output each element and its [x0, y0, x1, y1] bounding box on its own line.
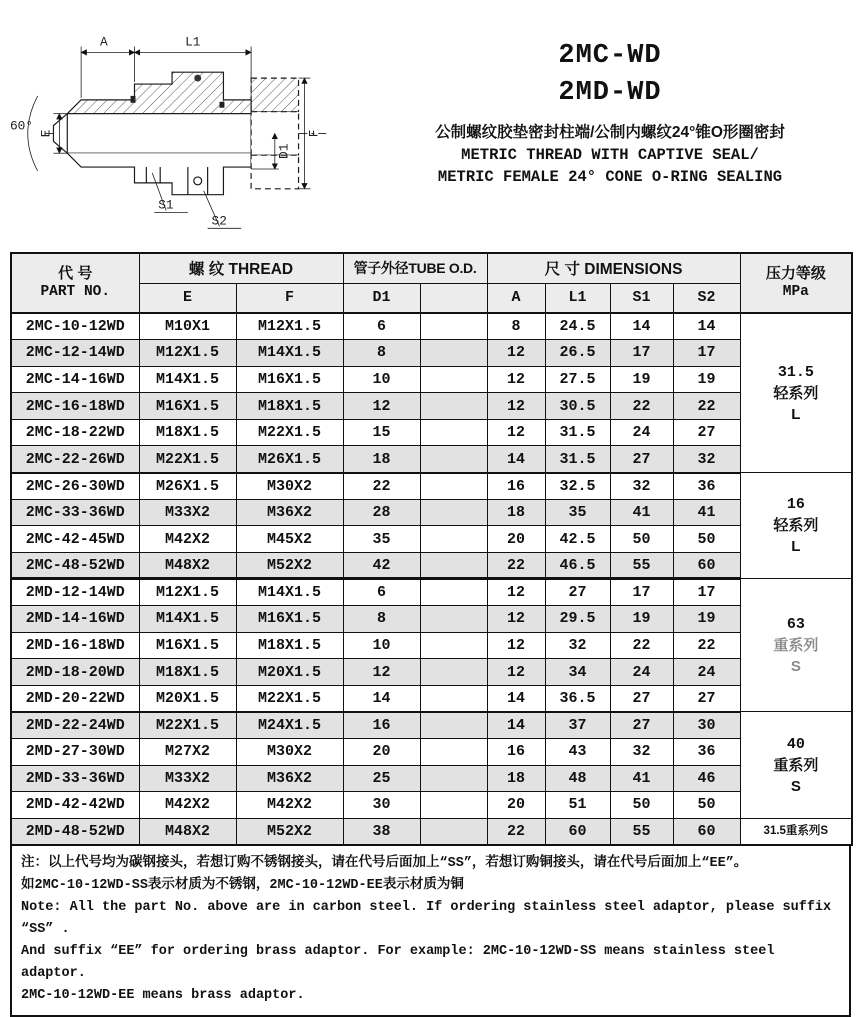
value-cell: 41 [610, 499, 673, 526]
value-cell: 12 [487, 659, 545, 686]
value-cell: M18X1.5 [139, 659, 236, 686]
value-cell: 14 [610, 313, 673, 340]
pressure-group-cell [740, 313, 852, 473]
value-cell: 50 [673, 792, 740, 819]
value-cell: 30.5 [545, 393, 610, 420]
header-part-no [11, 253, 139, 313]
technical-drawing [8, 12, 344, 251]
value-cell: 16 [487, 473, 545, 500]
value-cell: 46 [673, 765, 740, 792]
value-cell: 27 [545, 579, 610, 606]
value-cell: 16 [487, 739, 545, 766]
value-cell: 36.5 [545, 685, 610, 712]
value-cell: 17 [610, 579, 673, 606]
part-no-cell: 2MC-48-52WD [11, 552, 139, 579]
table-row [11, 499, 852, 526]
value-cell: 29.5 [545, 606, 610, 633]
value-cell: 19 [610, 366, 673, 393]
value-cell: M16X1.5 [236, 366, 343, 393]
value-cell [420, 552, 487, 579]
value-cell: M14X1.5 [236, 579, 343, 606]
body-band [53, 114, 251, 154]
value-cell: 12 [487, 632, 545, 659]
lower-section [67, 153, 251, 195]
value-cell: 22 [487, 552, 545, 579]
value-cell: M22X1.5 [236, 685, 343, 712]
value-cell: 10 [343, 366, 420, 393]
seal-dot [194, 75, 201, 82]
table-row [11, 419, 852, 446]
table-row [11, 393, 852, 420]
value-cell: 12 [487, 366, 545, 393]
value-cell [420, 685, 487, 712]
value-cell: 35 [545, 499, 610, 526]
table-row [11, 685, 852, 712]
table-row [11, 632, 852, 659]
value-cell: 41 [610, 765, 673, 792]
value-cell: 32 [673, 446, 740, 473]
value-cell: M45X2 [236, 526, 343, 553]
dim-label-angle: 60° [9, 118, 34, 134]
value-cell: M36X2 [236, 499, 343, 526]
fitting-cross-section [8, 12, 344, 246]
note-line: And suffix “EE” for ordering brass adaptor. For example: 2MC-10-12WD-SS means stainless steel adaptor. [21, 943, 775, 981]
value-cell [420, 340, 487, 367]
value-cell: 60 [673, 818, 740, 845]
part-no-cell: 2MC-33-36WD [11, 499, 139, 526]
table-row [11, 659, 852, 686]
value-cell [420, 499, 487, 526]
value-cell: 12 [487, 393, 545, 420]
dim-label-l1: L1 [185, 34, 201, 50]
value-cell: 32 [610, 739, 673, 766]
value-cell: 8 [343, 606, 420, 633]
dim-label-a: A [100, 34, 108, 50]
value-cell: M48X2 [139, 818, 236, 845]
pressure-group-cell [740, 712, 852, 818]
value-cell: 32 [610, 473, 673, 500]
value-cell: M18X1.5 [139, 419, 236, 446]
table-row [11, 313, 852, 340]
table-row [11, 340, 852, 367]
value-cell: 8 [343, 340, 420, 367]
part-no-cell: 2MD-22-24WD [11, 712, 139, 739]
dim-label-e: E [38, 129, 54, 138]
header-thread: 螺 纹 THREAD [139, 253, 343, 283]
value-cell: 55 [610, 818, 673, 845]
pressure-group-line: 63 [786, 615, 805, 633]
value-cell: 16 [343, 712, 420, 739]
dim-label-f: F [306, 129, 322, 138]
value-cell: 22 [673, 393, 740, 420]
value-cell: 60 [673, 552, 740, 579]
value-cell: 43 [545, 739, 610, 766]
value-cell: 31.5 [545, 446, 610, 473]
value-cell: 22 [610, 632, 673, 659]
value-cell: 36 [673, 739, 740, 766]
value-cell: M30X2 [236, 473, 343, 500]
table-row [11, 606, 852, 633]
value-cell: M12X1.5 [139, 579, 236, 606]
value-cell: 46.5 [545, 552, 610, 579]
part-no-cell: 2MD-16-18WD [11, 632, 139, 659]
dim-label-d1: D1 [276, 143, 292, 159]
value-cell [420, 659, 487, 686]
part-no-cell: 2MC-22-26WD [11, 446, 139, 473]
part-no-cell: 2MD-20-22WD [11, 685, 139, 712]
pressure-group-line: S [790, 777, 801, 795]
pressure-group-cell [740, 579, 852, 712]
value-cell: 22 [673, 632, 740, 659]
part-no-cell: 2MD-42-42WD [11, 792, 139, 819]
value-cell: 27.5 [545, 366, 610, 393]
value-cell: 32.5 [545, 473, 610, 500]
value-cell: 27 [673, 685, 740, 712]
header-part-no-cn: 代 号 [58, 265, 93, 282]
pressure-group-line: 31.5 [777, 363, 814, 381]
value-cell: M42X2 [139, 526, 236, 553]
header-col-e: E [139, 283, 236, 313]
dim-label-s2: S2 [211, 213, 227, 229]
notes-box [10, 846, 851, 1017]
part-no-cell: 2MD-48-52WD [11, 818, 139, 845]
value-cell [420, 606, 487, 633]
model-number-2: 2MD-WD [558, 78, 662, 108]
table-row [11, 446, 852, 473]
value-cell: 20 [343, 739, 420, 766]
value-cell [420, 419, 487, 446]
value-cell: M27X2 [139, 739, 236, 766]
note-line: 注：以上代号均为碳钢接头，若想订购不锈钢接头，请在代号后面加上“SS”，若想订购铜接头，请在代号后面加上“EE”。 [21, 855, 748, 871]
note-line: 2MC-10-12WD-EE means brass adaptor. [21, 987, 305, 1003]
value-cell: 6 [343, 313, 420, 340]
value-cell [420, 792, 487, 819]
pressure-group-line: 40 [786, 735, 805, 753]
seal-ring-left [131, 96, 136, 103]
value-cell: 12 [343, 393, 420, 420]
pressure-group-line: 16 [786, 496, 805, 514]
value-cell: M18X1.5 [236, 393, 343, 420]
value-cell: 10 [343, 632, 420, 659]
value-cell: 12 [487, 606, 545, 633]
value-cell: 50 [673, 526, 740, 553]
table-row [11, 765, 852, 792]
value-cell: 17 [673, 579, 740, 606]
dim-label-s1: S1 [158, 197, 174, 213]
value-cell: 50 [610, 792, 673, 819]
value-cell: M14X1.5 [139, 366, 236, 393]
subtitle-english-2: METRIC FEMALE 24° CONE O-RING SEALING [437, 168, 783, 186]
subtitle-english-1: METRIC THREAD WITH CAPTIVE SEAL/ [461, 146, 759, 164]
pressure-group-cell [740, 473, 852, 579]
table-row [11, 526, 852, 553]
part-no-cell: 2MC-10-12WD [11, 313, 139, 340]
value-cell: 14 [487, 712, 545, 739]
pressure-group-line: 31.5重系列S [763, 824, 829, 837]
pressure-group-cell [740, 818, 852, 845]
value-cell: 24.5 [545, 313, 610, 340]
value-cell: 24 [610, 419, 673, 446]
part-no-cell: 2MD-12-14WD [11, 579, 139, 606]
table-row [11, 579, 852, 606]
value-cell: 31.5 [545, 419, 610, 446]
pressure-group-line: 轻系列 [773, 384, 819, 402]
value-cell: 51 [545, 792, 610, 819]
value-cell: M16X1.5 [236, 606, 343, 633]
part-no-cell: 2MD-14-16WD [11, 606, 139, 633]
value-cell [420, 366, 487, 393]
table-row [11, 712, 852, 739]
value-cell: 18 [487, 499, 545, 526]
pressure-group-line: 重系列 [773, 756, 819, 774]
value-cell: M26X1.5 [139, 473, 236, 500]
value-cell: M18X1.5 [236, 632, 343, 659]
value-cell: 50 [610, 526, 673, 553]
part-no-cell: 2MC-26-30WD [11, 473, 139, 500]
value-cell [420, 446, 487, 473]
value-cell: 6 [343, 579, 420, 606]
value-cell: M20X1.5 [236, 659, 343, 686]
note-line: 如2MC-10-12WD-SS表示材质为不锈钢，2MC-10-12WD-EE表示材质为铜 [21, 877, 464, 893]
value-cell: M33X2 [139, 499, 236, 526]
value-cell [420, 818, 487, 845]
value-cell: 27 [610, 685, 673, 712]
value-cell: 32 [545, 632, 610, 659]
value-cell: 27 [610, 712, 673, 739]
header-part-no-en: PART NO. [40, 284, 111, 300]
value-cell: 12 [343, 659, 420, 686]
value-cell: 48 [545, 765, 610, 792]
value-cell: M12X1.5 [236, 313, 343, 340]
table-row [11, 552, 852, 579]
value-cell: 38 [343, 818, 420, 845]
value-cell: M52X2 [236, 818, 343, 845]
table-row [11, 473, 852, 500]
pressure-group-line: L [791, 405, 801, 423]
value-cell: M52X2 [236, 552, 343, 579]
value-cell: M14X1.5 [139, 606, 236, 633]
value-cell: M30X2 [236, 739, 343, 766]
header-pressure [740, 253, 852, 313]
value-cell: 19 [610, 606, 673, 633]
value-cell: 34 [545, 659, 610, 686]
value-cell: 17 [673, 340, 740, 367]
part-no-cell: 2MC-16-18WD [11, 393, 139, 420]
part-no-cell: 2MC-12-14WD [11, 340, 139, 367]
value-cell: 14 [487, 446, 545, 473]
table-header [11, 253, 852, 313]
value-cell: 14 [673, 313, 740, 340]
subtitle-chinese: 公制螺纹胶垫密封柱端/公制内螺纹24°锥O形圈密封 [435, 124, 785, 141]
value-cell: M14X1.5 [236, 340, 343, 367]
part-no-cell: 2MD-33-36WD [11, 765, 139, 792]
value-cell: M33X2 [139, 765, 236, 792]
header-pressure-cn: 压力等级 [765, 265, 826, 282]
header-col-s2: S2 [673, 283, 740, 313]
value-cell: M26X1.5 [236, 446, 343, 473]
table-row [11, 739, 852, 766]
value-cell: 36 [673, 473, 740, 500]
value-cell [420, 473, 487, 500]
value-cell: M22X1.5 [139, 712, 236, 739]
value-cell: 8 [487, 313, 545, 340]
female-port-dashed [251, 78, 298, 189]
part-no-cell: 2MD-27-30WD [11, 739, 139, 766]
value-cell: 28 [343, 499, 420, 526]
value-cell: M20X1.5 [139, 685, 236, 712]
note-line: Note: All the part No. above are in carbon steel. If ordering stainless steel adaptor, please suffix “SS” . [21, 899, 832, 937]
value-cell: 19 [673, 606, 740, 633]
value-cell [420, 765, 487, 792]
header-col-l1: L1 [545, 283, 610, 313]
header-col-blank [420, 283, 487, 313]
header-col-f: F [236, 283, 343, 313]
table-body [11, 313, 852, 845]
value-cell: M36X2 [236, 765, 343, 792]
value-cell: 35 [343, 526, 420, 553]
value-cell: M42X2 [139, 792, 236, 819]
value-cell: 18 [487, 765, 545, 792]
value-cell: 37 [545, 712, 610, 739]
value-cell: 26.5 [545, 340, 610, 367]
value-cell: M16X1.5 [139, 393, 236, 420]
value-cell: 27 [673, 419, 740, 446]
header-pressure-unit: MPa [782, 284, 809, 300]
header-tube-od: 管子外径TUBE O.D. [343, 253, 487, 283]
value-cell [420, 739, 487, 766]
table-row [11, 818, 852, 845]
value-cell: 24 [610, 659, 673, 686]
value-cell: M12X1.5 [139, 340, 236, 367]
value-cell: 19 [673, 366, 740, 393]
header-col-s1: S1 [610, 283, 673, 313]
value-cell [420, 632, 487, 659]
value-cell: 55 [610, 552, 673, 579]
part-no-cell: 2MC-14-16WD [11, 366, 139, 393]
value-cell [420, 313, 487, 340]
title-block [370, 38, 850, 188]
value-cell: M48X2 [139, 552, 236, 579]
table-row [11, 366, 852, 393]
seal-ring-right [219, 102, 224, 108]
value-cell [420, 393, 487, 420]
model-number-1: 2MC-WD [558, 41, 662, 71]
value-cell: M22X1.5 [139, 446, 236, 473]
value-cell: M42X2 [236, 792, 343, 819]
value-cell: 30 [343, 792, 420, 819]
value-cell: M16X1.5 [139, 632, 236, 659]
value-cell: M24X1.5 [236, 712, 343, 739]
value-cell: 20 [487, 792, 545, 819]
value-cell: 42.5 [545, 526, 610, 553]
value-cell: 30 [673, 712, 740, 739]
value-cell: M22X1.5 [236, 419, 343, 446]
value-cell: 12 [487, 340, 545, 367]
value-cell: 60 [545, 818, 610, 845]
pressure-group-line: S [790, 657, 801, 675]
table-row [11, 792, 852, 819]
value-cell: 25 [343, 765, 420, 792]
value-cell [420, 712, 487, 739]
value-cell: 42 [343, 552, 420, 579]
value-cell: 14 [343, 685, 420, 712]
value-cell: 17 [610, 340, 673, 367]
header-col-a: A [487, 283, 545, 313]
value-cell: 20 [487, 526, 545, 553]
pressure-group-line: 重系列 [773, 636, 819, 654]
value-cell: 14 [487, 685, 545, 712]
value-cell: 18 [343, 446, 420, 473]
value-cell: 22 [610, 393, 673, 420]
value-cell: 15 [343, 419, 420, 446]
part-no-cell: 2MC-18-22WD [11, 419, 139, 446]
value-cell: M10X1 [139, 313, 236, 340]
pressure-group-line: L [791, 538, 801, 556]
value-cell: 22 [487, 818, 545, 845]
spec-table [10, 252, 853, 846]
part-no-cell: 2MC-42-45WD [11, 526, 139, 553]
value-cell: 27 [610, 446, 673, 473]
value-cell: 12 [487, 419, 545, 446]
header-dimensions: 尺 寸 DIMENSIONS [487, 253, 740, 283]
header-col-d1: D1 [343, 283, 420, 313]
part-no-cell: 2MD-18-20WD [11, 659, 139, 686]
value-cell [420, 526, 487, 553]
page-header [0, 0, 860, 252]
value-cell [420, 579, 487, 606]
value-cell: 22 [343, 473, 420, 500]
value-cell: 24 [673, 659, 740, 686]
value-cell: 12 [487, 579, 545, 606]
pressure-group-line: 轻系列 [773, 517, 819, 535]
value-cell: 41 [673, 499, 740, 526]
